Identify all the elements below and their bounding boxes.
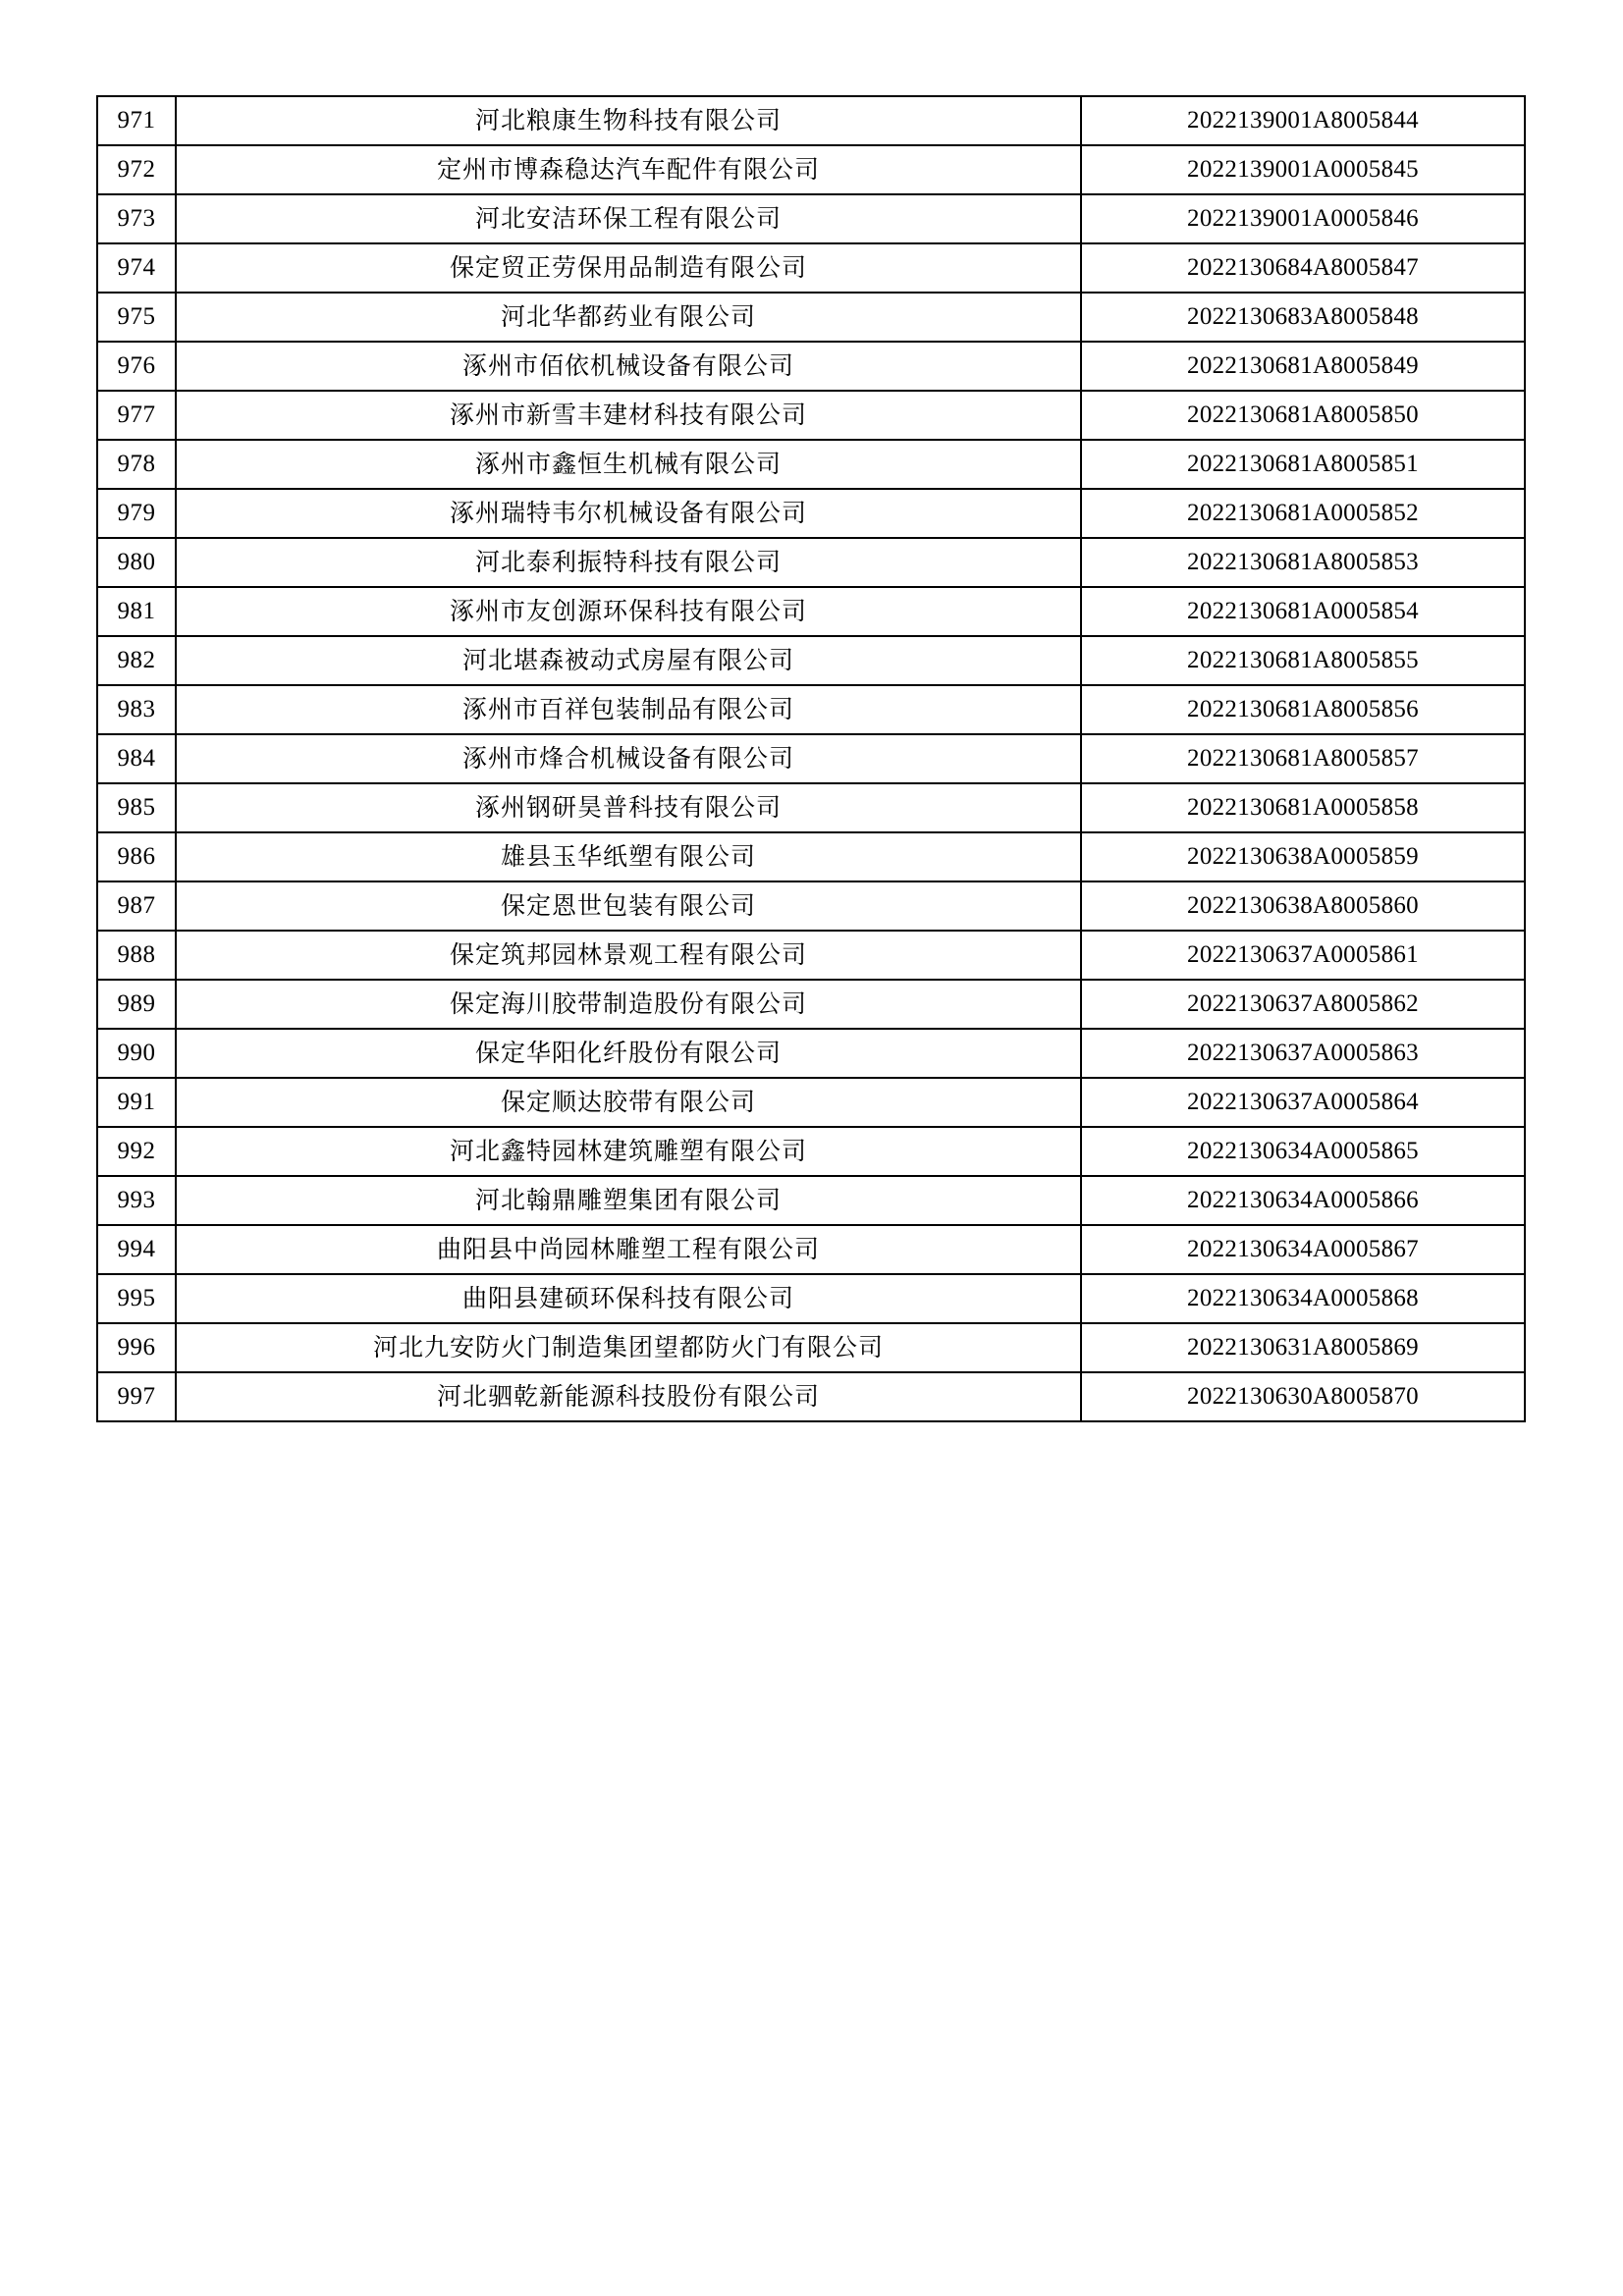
- company-name-cell: 保定恩世包装有限公司: [176, 881, 1081, 931]
- registration-code-cell: 2022130637A8005862: [1081, 980, 1525, 1029]
- row-index-cell: 974: [97, 243, 176, 293]
- company-name-cell: 曲阳县中尚园林雕塑工程有限公司: [176, 1225, 1081, 1274]
- row-index-cell: 992: [97, 1127, 176, 1176]
- row-index-cell: 977: [97, 391, 176, 440]
- company-name-cell: 涿州市百祥包装制品有限公司: [176, 685, 1081, 734]
- row-index-cell: 984: [97, 734, 176, 783]
- table-row: [97, 734, 1525, 783]
- table-row: [97, 145, 1525, 194]
- enterprise-registry-table: [96, 95, 1526, 1422]
- company-name-cell: 曲阳县建硕环保科技有限公司: [176, 1274, 1081, 1323]
- company-name-cell: 涿州市友创源环保科技有限公司: [176, 587, 1081, 636]
- company-name-cell: 河北翰鼎雕塑集团有限公司: [176, 1176, 1081, 1225]
- registration-code-cell: 2022130637A0005861: [1081, 931, 1525, 980]
- registration-code-cell: 2022130634A0005867: [1081, 1225, 1525, 1274]
- row-index-cell: 996: [97, 1323, 176, 1372]
- registration-code-cell: 2022130681A8005857: [1081, 734, 1525, 783]
- registration-code-cell: 2022130681A8005849: [1081, 342, 1525, 391]
- company-name-cell: 河北安洁环保工程有限公司: [176, 194, 1081, 243]
- row-index-cell: 990: [97, 1029, 176, 1078]
- registry-table-container: [96, 95, 1524, 1422]
- row-index-cell: 988: [97, 931, 176, 980]
- company-name-cell: 保定顺达胶带有限公司: [176, 1078, 1081, 1127]
- registration-code-cell: 2022130638A8005860: [1081, 881, 1525, 931]
- company-name-cell: 保定华阳化纤股份有限公司: [176, 1029, 1081, 1078]
- company-name-cell: 涿州钢研昊普科技有限公司: [176, 783, 1081, 832]
- table-row: [97, 931, 1525, 980]
- table-row: [97, 538, 1525, 587]
- table-row: [97, 1274, 1525, 1323]
- company-name-cell: 河北泰利振特科技有限公司: [176, 538, 1081, 587]
- company-name-cell: 河北粮康生物科技有限公司: [176, 96, 1081, 145]
- registration-code-cell: 2022130683A8005848: [1081, 293, 1525, 342]
- registration-code-cell: 2022130634A0005865: [1081, 1127, 1525, 1176]
- row-index-cell: 986: [97, 832, 176, 881]
- table-row: [97, 1372, 1525, 1421]
- registration-code-cell: 2022130630A8005870: [1081, 1372, 1525, 1421]
- registration-code-cell: 2022130681A0005852: [1081, 489, 1525, 538]
- table-row: [97, 440, 1525, 489]
- row-index-cell: 991: [97, 1078, 176, 1127]
- table-row: [97, 1225, 1525, 1274]
- table-row: [97, 1176, 1525, 1225]
- row-index-cell: 983: [97, 685, 176, 734]
- registration-code-cell: 2022130684A8005847: [1081, 243, 1525, 293]
- registration-code-cell: 2022130681A8005851: [1081, 440, 1525, 489]
- registration-code-cell: 2022139001A0005845: [1081, 145, 1525, 194]
- table-row: [97, 587, 1525, 636]
- company-name-cell: 河北九安防火门制造集团望都防火门有限公司: [176, 1323, 1081, 1372]
- registration-code-cell: 2022130681A8005856: [1081, 685, 1525, 734]
- row-index-cell: 982: [97, 636, 176, 685]
- table-row: [97, 342, 1525, 391]
- company-name-cell: 河北鑫特园林建筑雕塑有限公司: [176, 1127, 1081, 1176]
- row-index-cell: 997: [97, 1372, 176, 1421]
- table-row: [97, 293, 1525, 342]
- registration-code-cell: 2022130638A0005859: [1081, 832, 1525, 881]
- table-row: [97, 980, 1525, 1029]
- company-name-cell: 保定贸正劳保用品制造有限公司: [176, 243, 1081, 293]
- registration-code-cell: 2022139001A8005844: [1081, 96, 1525, 145]
- table-body: [97, 96, 1525, 1421]
- company-name-cell: 定州市博森稳达汽车配件有限公司: [176, 145, 1081, 194]
- company-name-cell: 河北堪森被动式房屋有限公司: [176, 636, 1081, 685]
- row-index-cell: 978: [97, 440, 176, 489]
- table-row: [97, 194, 1525, 243]
- row-index-cell: 985: [97, 783, 176, 832]
- table-row: [97, 1323, 1525, 1372]
- table-row: [97, 783, 1525, 832]
- company-name-cell: 雄县玉华纸塑有限公司: [176, 832, 1081, 881]
- registration-code-cell: 2022139001A0005846: [1081, 194, 1525, 243]
- company-name-cell: 河北华都药业有限公司: [176, 293, 1081, 342]
- table-row: [97, 1078, 1525, 1127]
- table-row: [97, 489, 1525, 538]
- registration-code-cell: 2022130634A0005866: [1081, 1176, 1525, 1225]
- row-index-cell: 976: [97, 342, 176, 391]
- row-index-cell: 994: [97, 1225, 176, 1274]
- registration-code-cell: 2022130681A0005854: [1081, 587, 1525, 636]
- row-index-cell: 975: [97, 293, 176, 342]
- row-index-cell: 987: [97, 881, 176, 931]
- table-row: [97, 96, 1525, 145]
- registration-code-cell: 2022130681A8005853: [1081, 538, 1525, 587]
- company-name-cell: 保定筑邦园林景观工程有限公司: [176, 931, 1081, 980]
- row-index-cell: 995: [97, 1274, 176, 1323]
- registration-code-cell: 2022130681A8005855: [1081, 636, 1525, 685]
- company-name-cell: 涿州市鑫恒生机械有限公司: [176, 440, 1081, 489]
- table-row: [97, 243, 1525, 293]
- row-index-cell: 979: [97, 489, 176, 538]
- table-row: [97, 636, 1525, 685]
- registration-code-cell: 2022130681A8005850: [1081, 391, 1525, 440]
- row-index-cell: 989: [97, 980, 176, 1029]
- table-row: [97, 881, 1525, 931]
- registration-code-cell: 2022130681A0005858: [1081, 783, 1525, 832]
- company-name-cell: 保定海川胶带制造股份有限公司: [176, 980, 1081, 1029]
- table-row: [97, 1127, 1525, 1176]
- row-index-cell: 972: [97, 145, 176, 194]
- table-row: [97, 685, 1525, 734]
- table-row: [97, 391, 1525, 440]
- company-name-cell: 涿州市佰依机械设备有限公司: [176, 342, 1081, 391]
- company-name-cell: 涿州瑞特韦尔机械设备有限公司: [176, 489, 1081, 538]
- company-name-cell: 涿州市烽合机械设备有限公司: [176, 734, 1081, 783]
- row-index-cell: 980: [97, 538, 176, 587]
- registration-code-cell: 2022130637A0005864: [1081, 1078, 1525, 1127]
- table-row: [97, 832, 1525, 881]
- row-index-cell: 971: [97, 96, 176, 145]
- company-name-cell: 河北驷乾新能源科技股份有限公司: [176, 1372, 1081, 1421]
- row-index-cell: 973: [97, 194, 176, 243]
- row-index-cell: 981: [97, 587, 176, 636]
- row-index-cell: 993: [97, 1176, 176, 1225]
- company-name-cell: 涿州市新雪丰建材科技有限公司: [176, 391, 1081, 440]
- registration-code-cell: 2022130637A0005863: [1081, 1029, 1525, 1078]
- table-row: [97, 1029, 1525, 1078]
- registration-code-cell: 2022130631A8005869: [1081, 1323, 1525, 1372]
- registration-code-cell: 2022130634A0005868: [1081, 1274, 1525, 1323]
